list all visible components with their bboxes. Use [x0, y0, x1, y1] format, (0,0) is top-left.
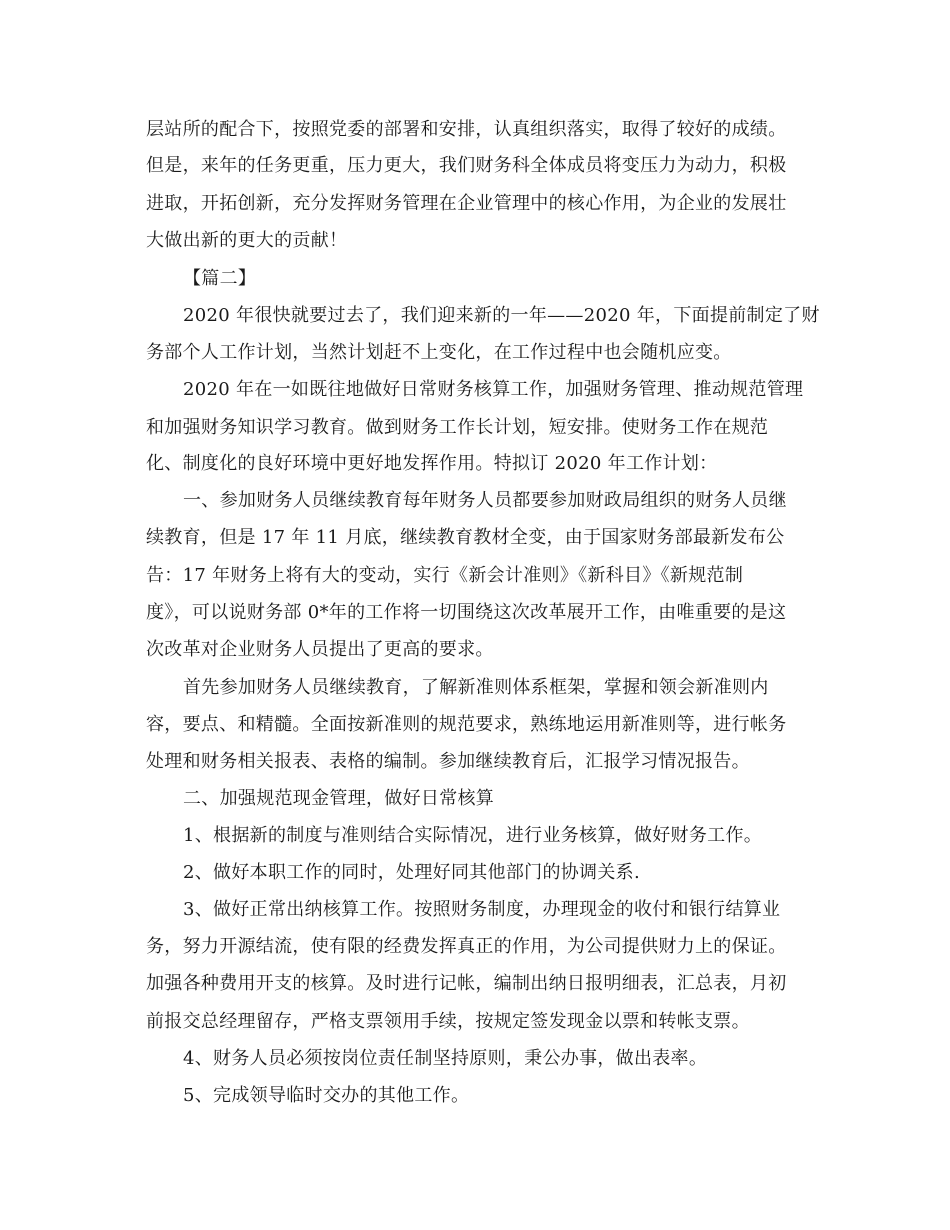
paragraph-line: 进取，开拓创新，充分发挥财务管理在企业管理中的核心作用，为企业的发展壮: [146, 193, 787, 214]
paragraph-line: 大做出新的更大的贡献！: [146, 230, 348, 251]
list-item: 3、做好正常出纳核算工作。按照财务制度，办理现金的收付和银行结算业: [183, 899, 781, 920]
paragraph-line: 处理和财务相关报表、表格的编制。参加继续教育后，汇报学习情况报告。: [146, 751, 750, 772]
paragraph-line: 次改革对企业财务人员提出了更高的要求。: [146, 639, 494, 660]
paragraph-line: 务部个人工作计划，当然计划赶不上变化，在工作过程中也会随机应变。: [146, 342, 732, 363]
paragraph-line: 前报交总经理留存，严格支票领用手续，按规定签发现金以票和转帐支票。: [146, 1011, 750, 1032]
list-item: 1、根据新的制度与准则结合实际情况，进行业务核算，做好财务工作。: [183, 825, 763, 846]
section-heading: 【篇二】: [183, 268, 257, 289]
paragraph-line: 2020 年在一如既往地做好日常财务核算工作，加强财务管理、推动规范管理: [183, 379, 804, 400]
paragraph-line: 续教育，但是 17 年 11 月底，继续教育教材全变，由于国家财务部最新发布公: [146, 527, 785, 548]
paragraph-line: 但是，来年的任务更重，压力更大，我们财务科全体成员将变压力为动力，积极: [146, 155, 787, 176]
list-item: 4、财务人员必须按岗位责任制坚持原则，秉公办事，做出表率。: [183, 1048, 708, 1069]
paragraph-line: 2020 年很快就要过去了，我们迎来新的一年——2020 年，下面提前制定了财: [183, 305, 820, 326]
paragraph-line: 化、制度化的良好环境中更好地发挥作用。特拟订 2020 年工作计划：: [146, 453, 718, 474]
paragraph-line: 层站所的配合下，按照党委的部署和安排，认真组织落实，取得了较好的成绩。: [146, 119, 787, 140]
paragraph-line: 一、参加财务人员继续教育每年财务人员都要参加财政局组织的财务人员继: [183, 490, 787, 511]
paragraph-line: 加强各种费用开支的核算。及时进行记帐，编制出纳日报明细表，汇总表，月初: [146, 973, 787, 994]
paragraph-line: 度》，可以说财务部 0*年的工作将一切围绕这次改革展开工作，由唯重要的是这: [146, 602, 787, 623]
list-item: 5、完成领导临时交办的其他工作。: [183, 1085, 470, 1106]
paragraph-line: 和加强财务知识学习教育。做到财务工作长计划，短安排。使财务工作在规范: [146, 417, 769, 438]
paragraph-line: 容，要点、和精髓。全面按新准则的规范要求，熟练地运用新准则等，进行帐务: [146, 714, 787, 735]
paragraph-line: 务，努力开源结流，使有限的经费发挥真正的作用，为公司提供财力上的保证。: [146, 936, 787, 957]
list-item: 2、做好本职工作的同时，处理好同其他部门的协调关系.: [183, 862, 640, 883]
section-heading: 二、加强规范现金管理，做好日常核算: [183, 788, 495, 809]
paragraph-line: 首先参加财务人员继续教育，了解新准则体系框架，掌握和领会新准则内: [183, 677, 769, 698]
paragraph-line: 告：17 年财务上将有大的变动，实行《新会计准则》《新科目》《新规范制: [146, 565, 744, 586]
